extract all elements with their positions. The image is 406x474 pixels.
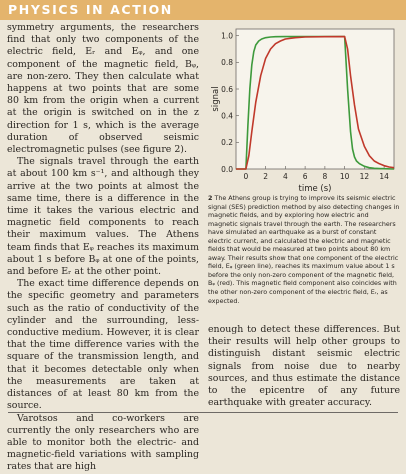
- paragraph: enough to detect these differences. But their results will help other groups to distinguish distant seismic electric signals from noise due to nearby sources, and thus estimate the distance to the epicentre of any future earthquake with greater accuracy.: [208, 324, 400, 409]
- y-tick-label: 0.0: [221, 164, 233, 174]
- caption-number: 2: [208, 195, 213, 202]
- x-tick-label: 8: [322, 172, 328, 181]
- article-column-left: [7, 22, 199, 474]
- bottom-rule: [8, 412, 398, 413]
- paragraph: Varotsos and co-workers are currently the only researchers who are able to monitor both the electric- and magnetic-field variations with sampling rates that are high: [7, 412, 199, 473]
- x-tick-label: 12: [359, 172, 370, 181]
- x-tick-label: 6: [302, 172, 308, 181]
- x-tick-label: 10: [339, 172, 350, 181]
- caption-text: The Athens group is trying to improve its seismic electric signal (SES) prediction method by also detecting changes in magnetic fields, and by exploring how electric and magnetic signals travel through the earth. The researchers have simulated an earthquake as a burst of constant electric current, and calculated the electric and magnetic fields that would be measured at two points about 80 km away. Their results show that one component of the electric field, Eᵩ (green line), reaches its maximum value about 1 s before the only non-zero component of the magnetic field, Bᵩ (red). This magnetic field component also coincides with the other non-zero component of the electric field, Eᵣ, as expected.: [208, 195, 400, 305]
- section-kicker: PHYSICS IN ACTION: [8, 2, 173, 17]
- paragraph: symmetry arguments, the researchers find that only two components of the electric field, Eᵣ and Eᵩ, and one component of the magnetic field, Bᵩ, are non-zero. They then calculate what happens at two points that are some 80 km from the origin when a current at the origin is switched on in the z direction for 1 s, which is the average duration of observed seismic electromagnetic pulses (see figure 2).: [7, 22, 199, 156]
- x-axis-label: time (s): [298, 184, 332, 194]
- y-tick-label: 0.4: [221, 111, 233, 121]
- x-tick-label: 14: [379, 172, 389, 181]
- figure-chart: [208, 27, 398, 195]
- y-tick-label: 1.0: [221, 31, 233, 41]
- section-header: [0, 0, 406, 20]
- y-tick-label: 0.2: [221, 138, 233, 148]
- x-tick-label: 4: [282, 172, 288, 181]
- line-chart: [208, 27, 398, 195]
- figure-caption: [208, 195, 400, 306]
- y-tick-label: 0.6: [221, 84, 233, 94]
- y-tick-label: 0.8: [221, 58, 233, 68]
- plot-area: [236, 29, 394, 169]
- paragraph: The signals travel through the earth at about 100 km s⁻¹, and although they arrive at the two points at almost the same time, there is a difference in the time it takes the various electric and magnetic field components to reach their maximum values. The Athens team finds that Eᵩ reaches its maximum about 1 s before Bᵩ at one of the points, and before Eᵣ at the other point.: [7, 156, 199, 278]
- paragraph: The exact time difference depends on the specific geometry and parameters such as the ratio of conductivity of the cylinder and the surrounding, less-conductive medium. However, it is clear that the time difference varies with the square of the transmission length, and that it becomes detectable only when the measurements are taken at distances of at least 80 km from the source.: [7, 278, 199, 412]
- article-column-right: [208, 324, 400, 409]
- y-axis-label: signal: [211, 86, 221, 112]
- x-tick-label: 2: [263, 172, 269, 181]
- x-tick-label: 0: [243, 172, 249, 181]
